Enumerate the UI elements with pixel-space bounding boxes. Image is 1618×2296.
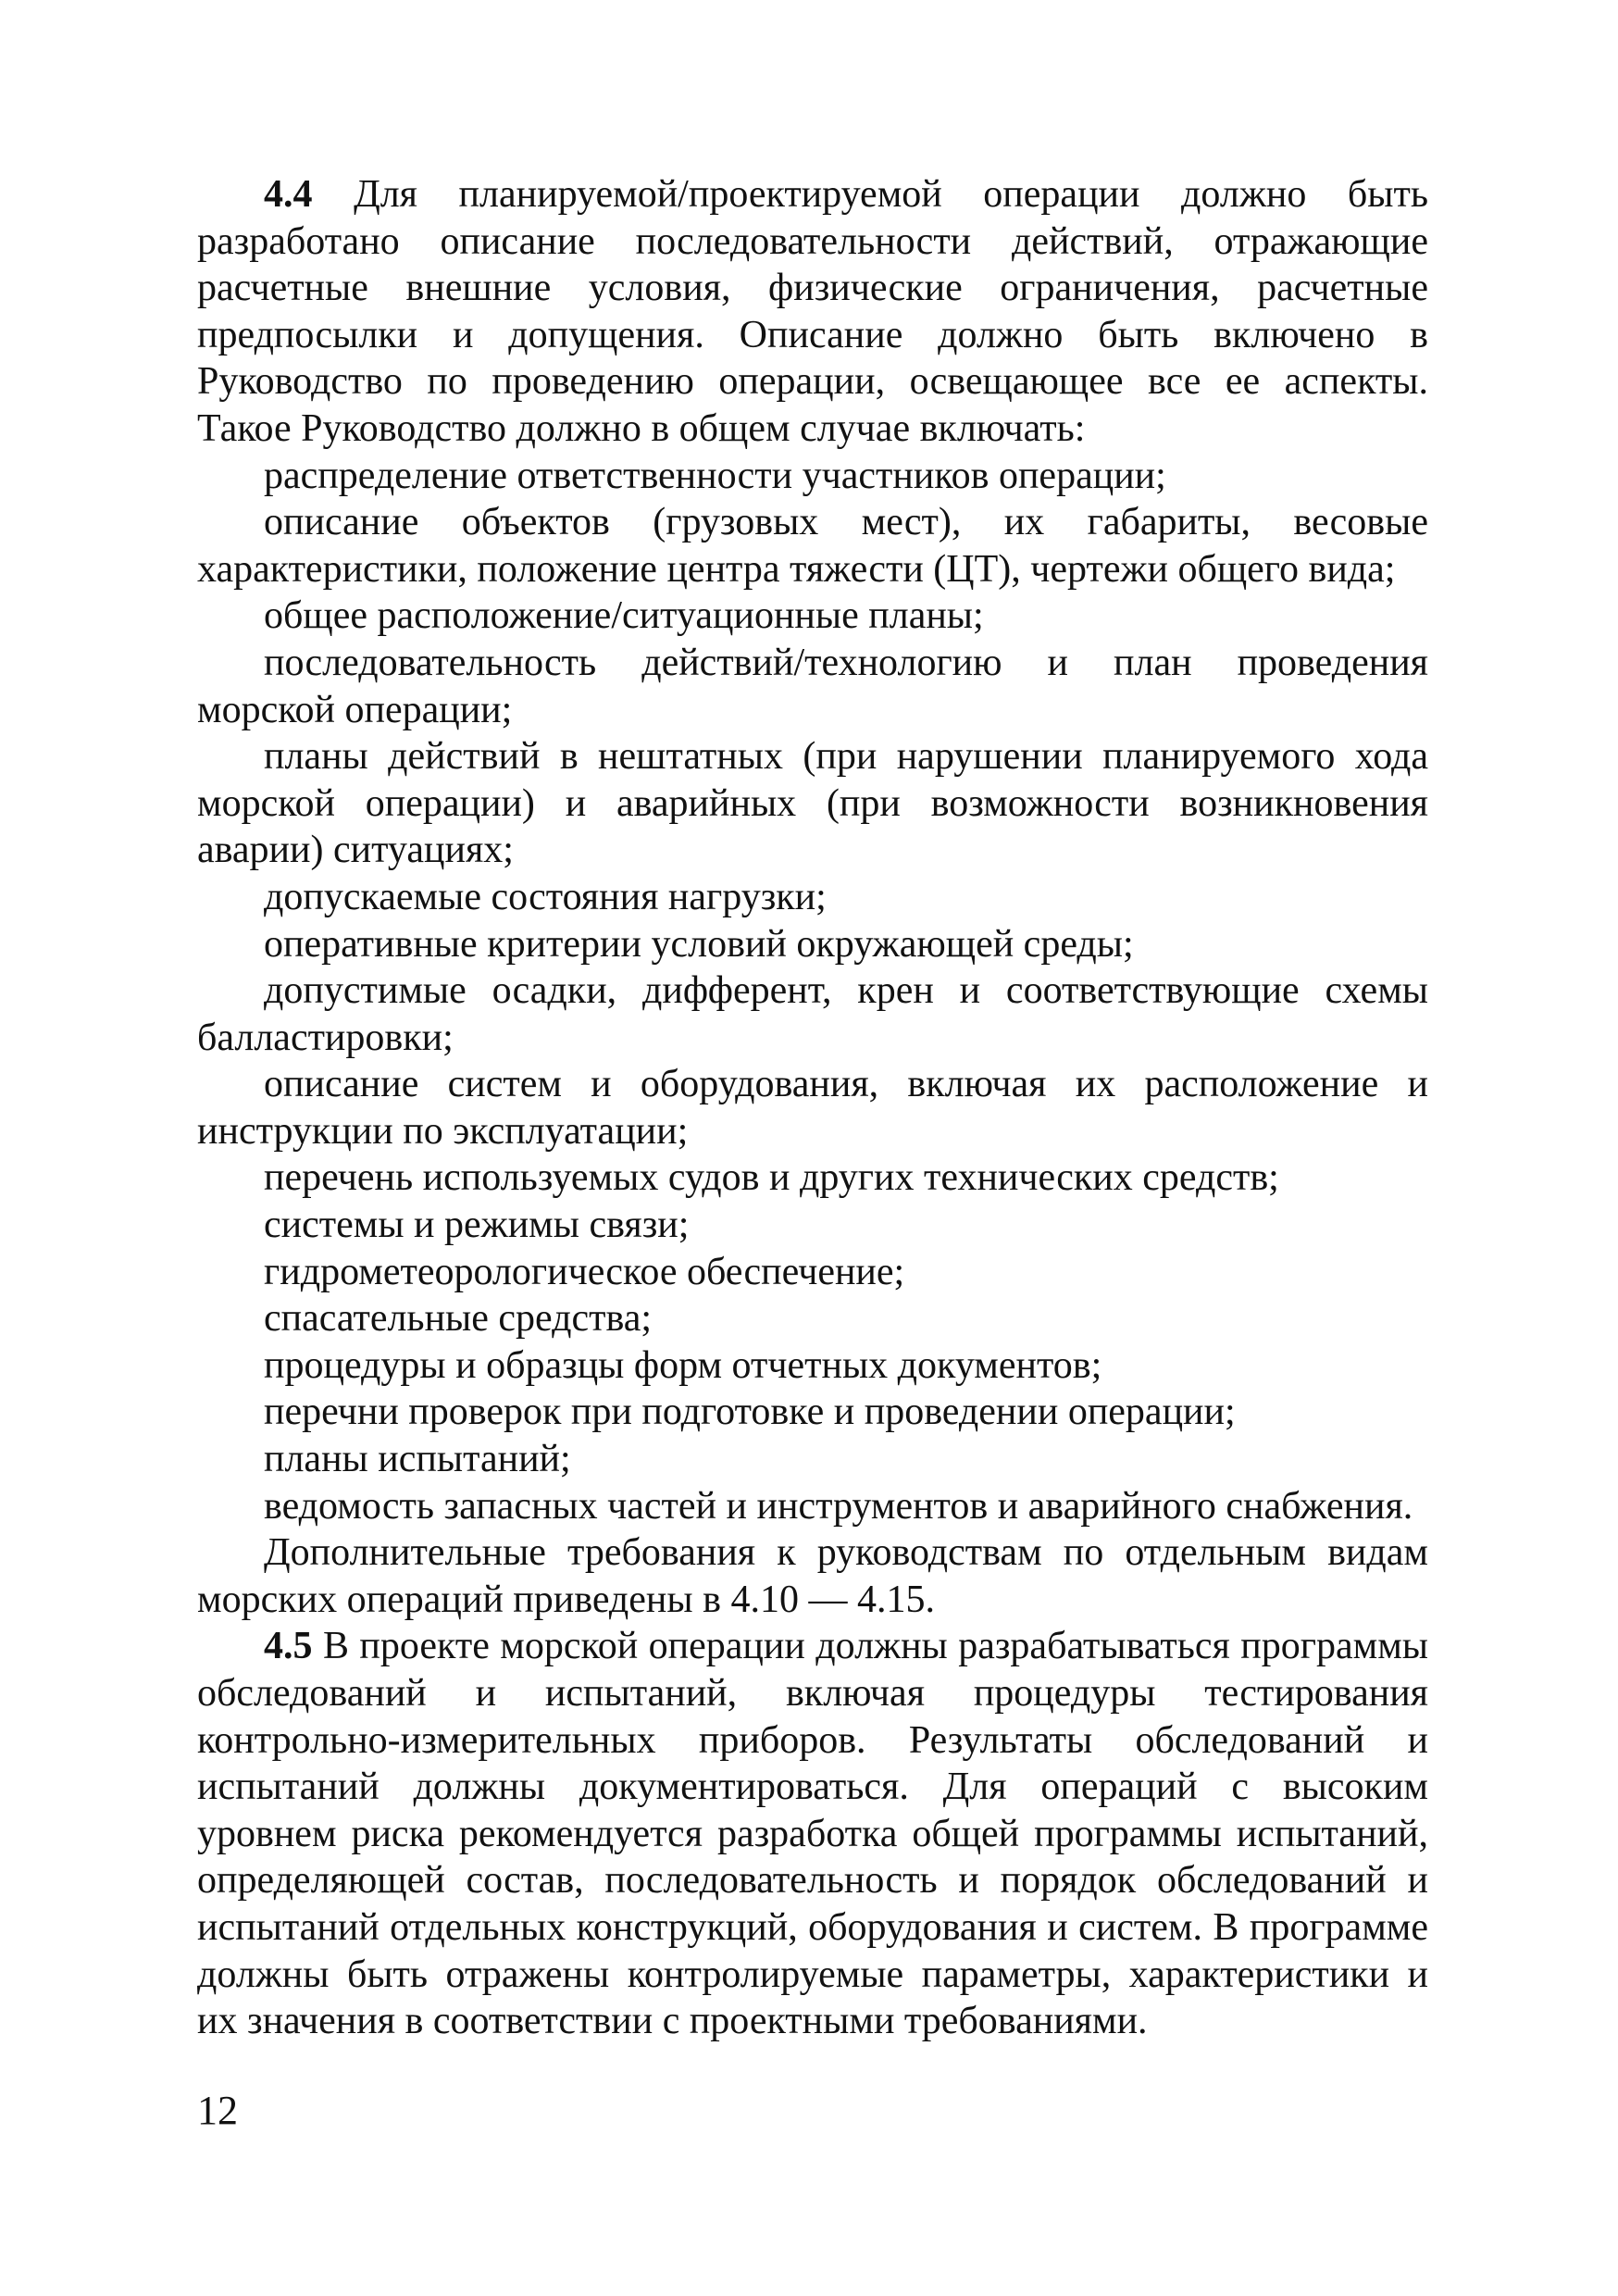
list-item: системы и режимы связи; [264,1204,690,1247]
list-item: ведомость запасных частей и инструментов и аварийного снабжения. [264,1484,1413,1528]
paragraph-4-5 [197,1623,1428,2044]
section-number-4-5: 4.5 [264,1625,313,1668]
list-item: описание объектов (грузовых мест), их габариты, весовые характеристики, положение центра тяжести (ЦТ), чертежи общего вида; [197,501,1428,591]
list-item: спасательные средства; [264,1297,653,1341]
list-item: допускаемые состояния нагрузки; [264,875,827,918]
list-item: процедуры и образцы форм отчетных документов; [264,1343,1102,1387]
list-item: оперативные критерии условий окружающей среды; [264,922,1134,966]
paragraph-additional-requirements: Дополнительные требования к руководствам по отдельным видам морских операций приведены в 4.10 — 4.15. [197,1531,1428,1621]
paragraph-4-4-intro: Для планируемой/проектируемой операции должно быть разработано описание последовательности действий, отражающие расчетные внешние условия, физические ограничения, расчетные предпосылки и допущения. Описание должно быть включено в Руководство по проведению операции, освещающее все ее аспекты. Такое Руководство должно в общем случае включать: [197,173,1428,450]
list-item: описание систем и оборудования, включая их расположение и инструкции по эксплуатации; [197,1063,1428,1153]
page-number: 12 [197,2088,238,2133]
section-number-4-4: 4.4 [264,173,313,216]
list-item: перечень используемых судов и других технических средств; [264,1156,1279,1200]
list-item: допустимые осадки, дифферент, крен и соответствующие схемы балластировки; [197,969,1428,1059]
list-item: гидрометеорологическое обеспечение; [264,1250,905,1293]
list-item: последовательность действий/технологию и план проведения морской операции; [197,641,1428,731]
list-item: планы действий в нештатных (при нарушении планируемого хода морской операции) и аварийных (при возможности возникновения аварии) ситуациях; [197,735,1428,872]
paragraph-4-4 [197,171,1428,453]
list-item: общее расположение/ситуационные планы; [264,594,984,638]
body-text [197,171,1428,2045]
paragraph-4-5-text: В проекте морской операции должны разрабатываться программы обследований и испытаний, включая процедуры тестирования контрольно-измерительных приборов. Результаты обследований и испытаний должны документироваться. Для операций с высоким уровнем риска рекомендуется разработка общей программы испытаний, определяющей состав, последовательность и порядок обследований и испытаний отдельных конструкций, оборудования и систем. В программе должны быть отражены контролируемые параметры, характеристики и их значения в соответствии с проектными требованиями. [197,1625,1429,2043]
list-item: распределение ответственности участников операции; [264,454,1166,497]
list-item: планы испытаний; [264,1438,571,1481]
list-item: перечни проверок при подготовке и проведении операции; [264,1391,1236,1434]
